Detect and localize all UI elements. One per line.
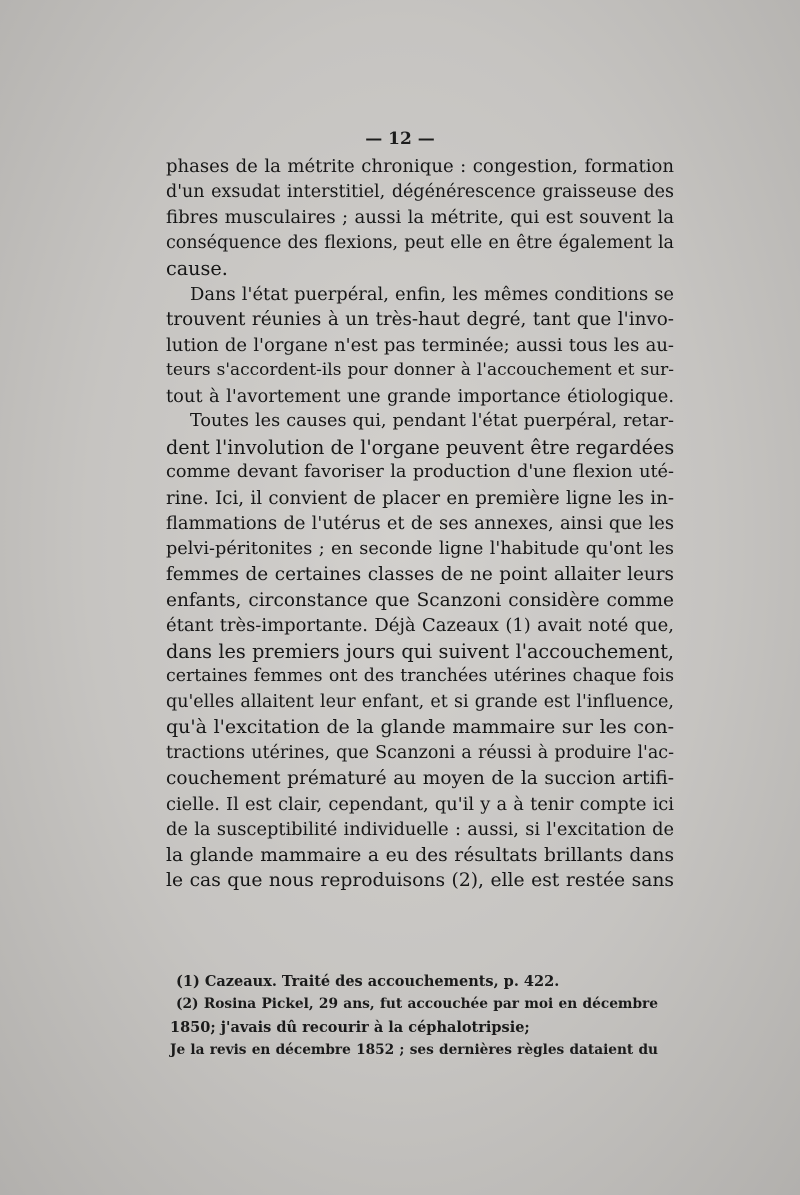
- text-line: dans les premiers jours qui suivent l'accouchement,: [166, 639, 674, 663]
- text-line: tractions utérines, que Scanzoni a réussi à produire l'ac-: [166, 742, 674, 763]
- footnote-2-continuation: 1850; j'avais dû recourir à la céphalotripsie;: [170, 1019, 530, 1036]
- text-line: tout à l'avortement une grande importance étiologique.: [166, 385, 674, 407]
- text-line: cielle. Il est clair, cependant, qu'il y a à tenir compte ici: [166, 793, 674, 815]
- text-line: trouvent réunies à un très-haut degré, tant que l'invo-: [166, 309, 674, 330]
- body-text: [166, 154, 674, 894]
- text-line: femmes de certaines classes de ne point allaiter leurs: [166, 564, 674, 585]
- footnotes: [170, 970, 658, 1062]
- text-line: la glande mammaire a eu des résultats brillants dans: [166, 844, 674, 866]
- footnote-2-continuation: Je la revis en décembre 1852 ; ses dernières règles dataient du: [170, 1042, 658, 1058]
- text-line: dent l'involution de l'organe peuvent être regardées: [166, 435, 675, 459]
- paragraph-start-line: Toutes les causes qui, pendant l'état puerpéral, retar-: [190, 411, 674, 431]
- text-line: conséquence des flexions, peut elle en être également la: [166, 232, 674, 253]
- text-line: qu'à l'excitation de la glande mammaire sur les con-: [166, 716, 674, 738]
- text-line: lution de l'organe n'est pas terminée; aussi tous les au-: [166, 334, 674, 356]
- text-line: qu'elles allaitent leur enfant, et si grande est l'influence,: [166, 691, 674, 712]
- text-line: teurs s'accordent-ils pour donner à l'accouchement et sur-: [166, 360, 674, 380]
- footnote-1: (1) Cazeaux. Traité des accouchements, p. 422.: [176, 973, 560, 990]
- text-line: le cas que nous reproduisons (2), elle est restée sans: [166, 870, 674, 891]
- text-line: certaines femmes ont des tranchées utérines chaque fois: [166, 666, 674, 686]
- text-line: de la susceptibilité individuelle : aussi, si l'excitation de: [166, 819, 674, 840]
- text-line: enfants, circonstance que Scanzoni considère comme: [166, 589, 674, 611]
- text-line: comme devant favoriser la production d'une flexion uté-: [166, 462, 674, 482]
- text-line: cause.: [166, 257, 228, 280]
- text-line: fibres musculaires ; aussi la métrite, qui est souvent la: [166, 207, 674, 228]
- text-line: phases de la métrite chronique : congestion, formation: [166, 156, 674, 177]
- paragraph-start-line: Dans l'état puerpéral, enfin, les mêmes conditions se: [190, 283, 674, 305]
- footnote-2: (2) Rosina Pickel, 29 ans, fut accouchée par moi en décembre: [176, 996, 658, 1012]
- text-line: flammations de l'utérus et de ses annexes, ainsi que les: [166, 513, 674, 534]
- text-line: d'un exsudat interstitiel, dégénérescence graisseuse des: [166, 181, 674, 202]
- text-line: couchement prématuré au moyen de la succion artifi-: [166, 768, 674, 789]
- text-line: étant très-importante. Déjà Cazeaux (1) avait noté que,: [166, 615, 674, 636]
- page-number: — 12 —: [365, 129, 435, 149]
- text-line: pelvi-péritonites ; en seconde ligne l'habitude qu'ont les: [166, 538, 674, 559]
- text-line: rine. Ici, il convient de placer en première ligne les in-: [166, 487, 674, 509]
